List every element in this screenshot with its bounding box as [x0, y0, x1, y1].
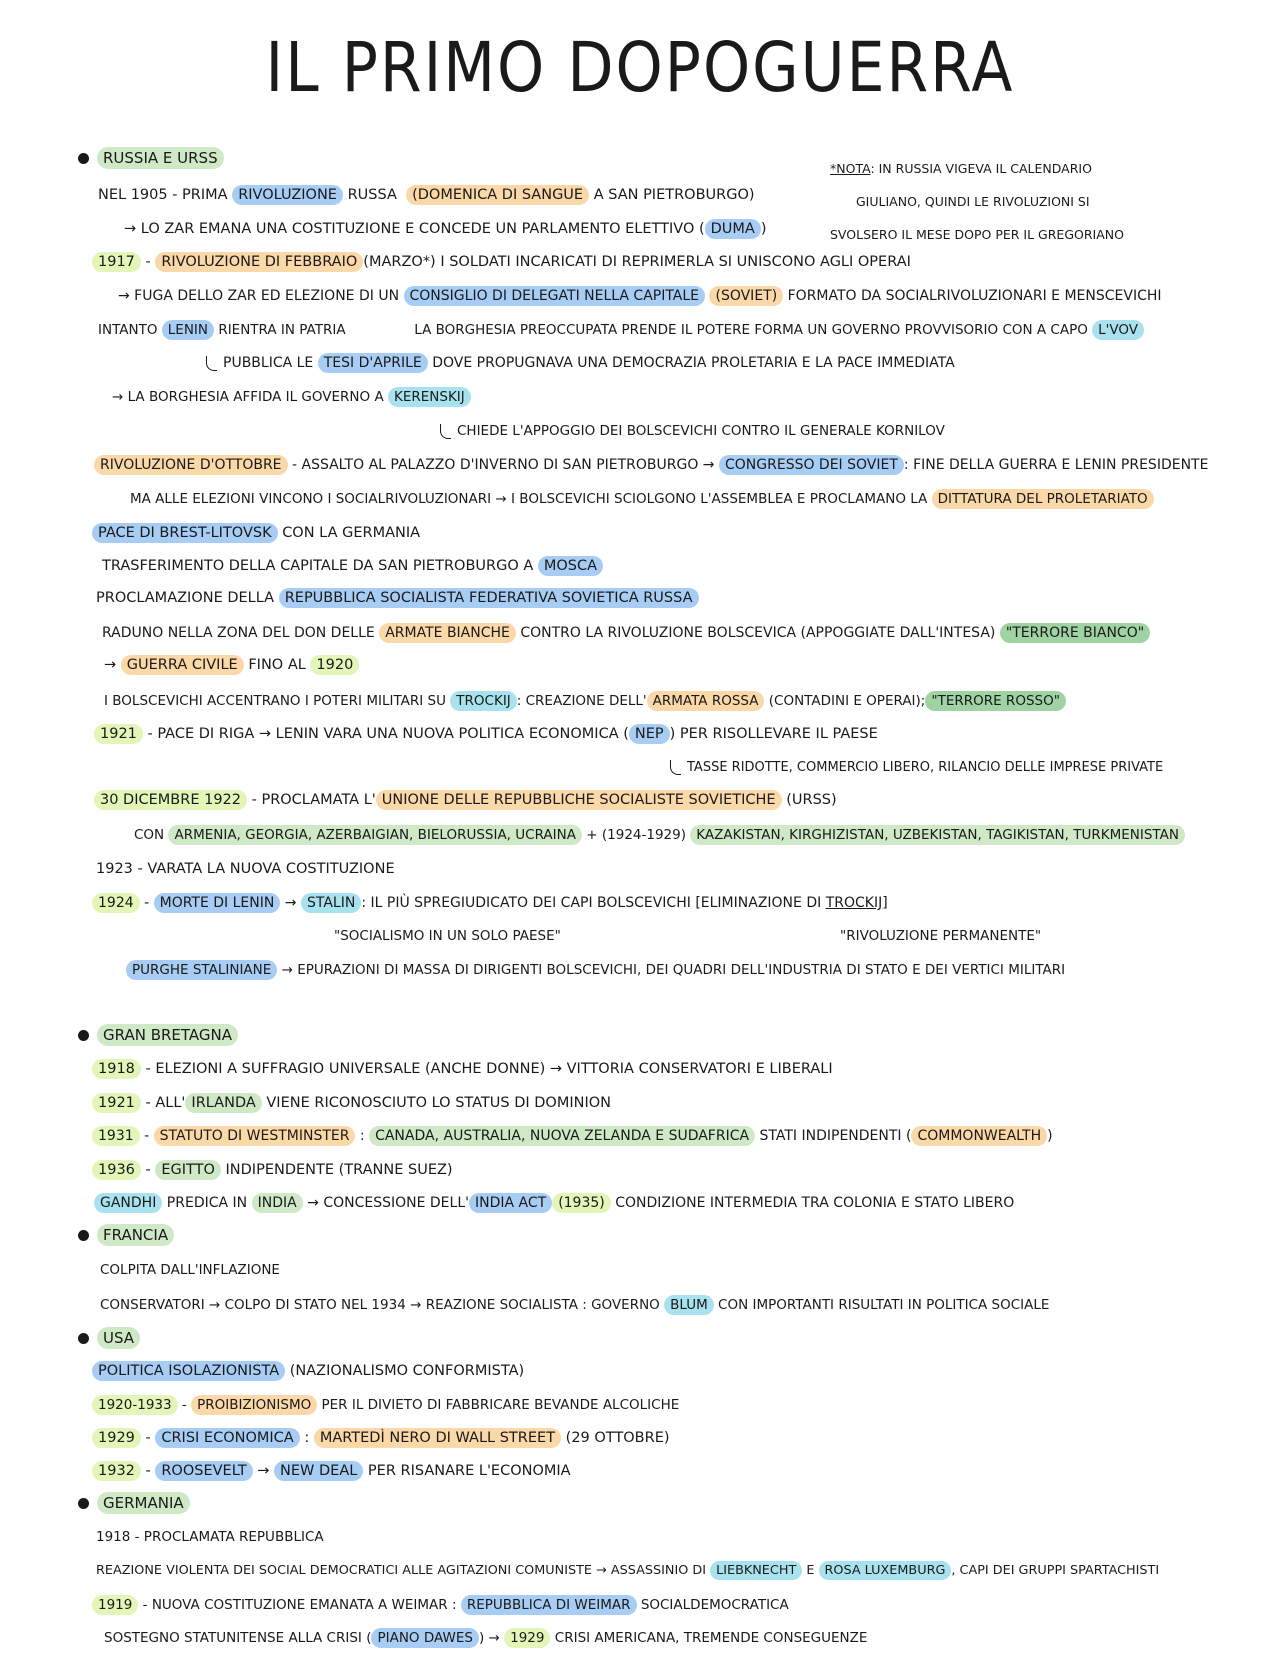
list-item: 1920-1933 - PROIBIZIONISMO PER IL DIVIETO DI FABBRICARE BEVANDE ALCOLICHE	[92, 1392, 679, 1418]
list-item: RIVOLUZIONE D'OTTOBRE - ASSALTO AL PALAZZO D'INVERNO DI SAN PIETROBURGO → CONGRESSO DEI SOVIET : FINE DELLA GUERRA E LENIN PRESIDENTE	[94, 452, 1208, 478]
page-title: IL PRIMO DOPOGUERRA	[265, 27, 1015, 109]
list-item: INTANTO LENIN RIENTRA IN PATRIA LA BORGHESIA PREOCCUPATA PRENDE IL POTERE FORMA UN GOVERNO PROVVISORIO CON A CAPO L'VOV	[98, 317, 1144, 343]
hook-arrow-icon	[440, 424, 451, 439]
bullet-icon	[78, 153, 89, 164]
list-item: PURGHE STALINIANE → EPURAZIONI DI MASSA DI DIRIGENTI BOLSCEVICHI, DEI QUADRI DELL'INDUSTRIA DI STATO E DEI VERTICI MILITARI	[126, 957, 1065, 983]
note-mark: *NOTA	[830, 161, 871, 176]
list-item: "SOCIALISMO IN UN SOLO PAESE"	[334, 928, 561, 944]
list-item: PACE DI BREST-LITOVSK CON LA GERMANIA	[92, 520, 420, 546]
list-item: 1921 - ALL' IRLANDA VIENE RICONOSCIUTO LO STATUS DI DOMINION	[92, 1090, 611, 1116]
list-item: 1917 - RIVOLUZIONE DI FEBBRAIO (MARZO*) I SOLDATI INCARICATI DI REPRIMERLA SI UNISCONO AGLI OPERAI	[92, 249, 911, 275]
list-item: SOSTEGNO STATUNITENSE ALLA CRISI ( PIANO DAWES ) → 1929 CRISI AMERICANA, TREMENDE CONSEGUENZE	[104, 1630, 868, 1646]
list-item: 1936 - EGITTO INDIPENDENTE (TRANNE SUEZ)	[92, 1157, 453, 1183]
list-item: PROCLAMAZIONE DELLA REPUBBLICA SOCIALISTA FEDERATIVA SOVIETICA RUSSA	[96, 585, 699, 611]
bullet-icon	[78, 1030, 89, 1041]
list-item: COLPITA DALL'INFLAZIONE	[100, 1262, 280, 1278]
list-item: CHIEDE L'APPOGGIO DEI BOLSCEVICHI CONTRO IL GENERALE KORNILOV	[440, 418, 945, 444]
bullet-icon	[78, 1498, 89, 1509]
list-item: 1923 - VARATA LA NUOVA COSTITUZIONE	[96, 861, 395, 877]
list-item: TRASFERIMENTO DELLA CAPITALE DA SAN PIETROBURGO A MOSCA	[102, 553, 603, 579]
list-item: NEL 1905 - PRIMA RIVOLUZIONE RUSSA (DOMENICA DI SANGUE A SAN PIETROBURGO)	[98, 187, 755, 203]
list-item: → GUERRA CIVILE FINO AL 1920	[104, 652, 359, 678]
list-item: PUBBLICA LE TESI D'APRILE DOVE PROPUGNAVA UNA DEMOCRAZIA PROLETARIA E LA PACE IMMEDIATA	[206, 350, 955, 376]
list-item: REAZIONE VIOLENTA DEI SOCIAL DEMOCRATICI ALLE AGITAZIONI COMUNISTE → ASSASSINIO DI LIEBKNECHT E ROSA LUXEMBURG , CAPI DEI GRUPPI SPARTACHISTI	[96, 1563, 1160, 1578]
list-item: RADUNO NELLA ZONA DEL DON DELLE ARMATE BIANCHE CONTRO LA RIVOLUZIONE BOLSCEVICA (APPOGGIATE DALL'INTESA) "TERRORE BIANCO"	[102, 620, 1150, 646]
list-item: → LA BORGHESIA AFFIDA IL GOVERNO A KERENSKIJ	[112, 384, 471, 410]
section-heading-germania: GERMANIA	[78, 1490, 190, 1516]
list-item: "RIVOLUZIONE PERMANENTE"	[840, 928, 1042, 944]
list-item: POLITICA ISOLAZIONISTA (NAZIONALISMO CONFORMISTA)	[92, 1358, 524, 1384]
section-heading-francia: FRANCIA	[78, 1222, 174, 1248]
list-item: CON ARMENIA, GEORGIA, AZERBAIGIAN, BIELORUSSIA, UCRAINA + (1924-1929) KAZAKISTAN, KIRGHIZISTAN, UZBEKISTAN, TAGIKISTAN, TURKMENISTAN	[134, 822, 1185, 848]
hook-arrow-icon	[206, 356, 217, 371]
list-item: → FUGA DELLO ZAR ED ELEZIONE DI UN CONSIGLIO DI DELEGATI NELLA CAPITALE (SOVIET) FORMATO DA SOCIALRIVOLUZIONARI E MENSCEVICHI	[118, 288, 1162, 304]
list-item: → LO ZAR EMANA UNA COSTITUZIONE E CONCEDE UN PARLAMENTO ELETTIVO ( DUMA )	[124, 221, 767, 237]
section-heading-russia: RUSSIA E URSS	[78, 145, 224, 171]
list-item: MA ALLE ELEZIONI VINCONO I SOCIALRIVOLUZIONARI → I BOLSCEVICHI SCIOLGONO L'ASSEMBLEA E PROCLAMANO LA DITTATURA DEL PROLETARIATO	[130, 486, 1154, 512]
bullet-icon	[78, 1230, 89, 1241]
list-item: 1931 - STATUTO DI WESTMINSTER : CANADA, AUSTRALIA, NUOVA ZELANDA E SUDAFRICA STATI INDIPENDENTI ( COMMONWEALTH )	[92, 1123, 1053, 1149]
hook-arrow-icon	[670, 760, 681, 775]
list-item: 1918 - ELEZIONI A SUFFRAGIO UNIVERSALE (ANCHE DONNE) → VITTORIA CONSERVATORI E LIBERALI	[92, 1056, 833, 1082]
list-item: 1929 - CRISI ECONOMICA : MARTEDÌ NERO DI WALL STREET (29 OTTOBRE)	[92, 1425, 670, 1451]
list-item: GANDHI PREDICA IN INDIA → CONCESSIONE DELL' INDIA ACT (1935) CONDIZIONE INTERMEDIA TRA COLONIA E STATO LIBERO	[94, 1190, 1014, 1216]
list-item: CONSERVATORI → COLPO DI STATO NEL 1934 → REAZIONE SOCIALISTA : GOVERNO BLUM CON IMPORTANTI RISULTATI IN POLITICA SOCIALE	[100, 1297, 1050, 1313]
list-item: 1918 - PROCLAMATA REPUBBLICA	[96, 1529, 324, 1545]
list-item: 1932 - ROOSEVELT → NEW DEAL PER RISANARE L'ECONOMIA	[92, 1458, 571, 1484]
list-item: 30 DICEMBRE 1922 - PROCLAMATA L' UNIONE DELLE REPUBBLICHE SOCIALISTE SOVIETICHE (URSS)	[94, 787, 837, 813]
list-item: 1924 - MORTE DI LENIN → STALIN : IL PIÙ SPREGIUDICATO DEI CAPI BOLSCEVICHI [ELIMINAZIONE DI TROCKIJ]	[92, 890, 888, 916]
section-heading-usa: USA	[78, 1325, 140, 1351]
list-item: 1919 - NUOVA COSTITUZIONE EMANATA A WEIMAR : REPUBBLICA DI WEIMAR SOCIALDEMOCRATICA	[92, 1592, 789, 1618]
list-item: TASSE RIDOTTE, COMMERCIO LIBERO, RILANCIO DELLE IMPRESE PRIVATE	[670, 755, 1163, 781]
list-item: 1921 - PACE DI RIGA → LENIN VARA UNA NUOVA POLITICA ECONOMICA ( NEP ) PER RISOLLEVARE IL PAESE	[94, 721, 878, 747]
list-item: I BOLSCEVICHI ACCENTRANO I POTERI MILITARI SU TROCKIJ : CREAZIONE DELL' ARMATA ROSSA (CONTADINI E OPERAI); "TERRORE ROSSO"	[104, 688, 1066, 714]
bullet-icon	[78, 1333, 89, 1344]
section-heading-gb: GRAN BRETAGNA	[78, 1022, 238, 1048]
calendar-note: *NOTA: IN RUSSIA VIGEVA IL CALENDARIO GIULIANO, QUINDI LE RIVOLUZIONI SI SVOLSERO IL MESE DOPO PER IL GREGORIANO	[830, 161, 1124, 242]
